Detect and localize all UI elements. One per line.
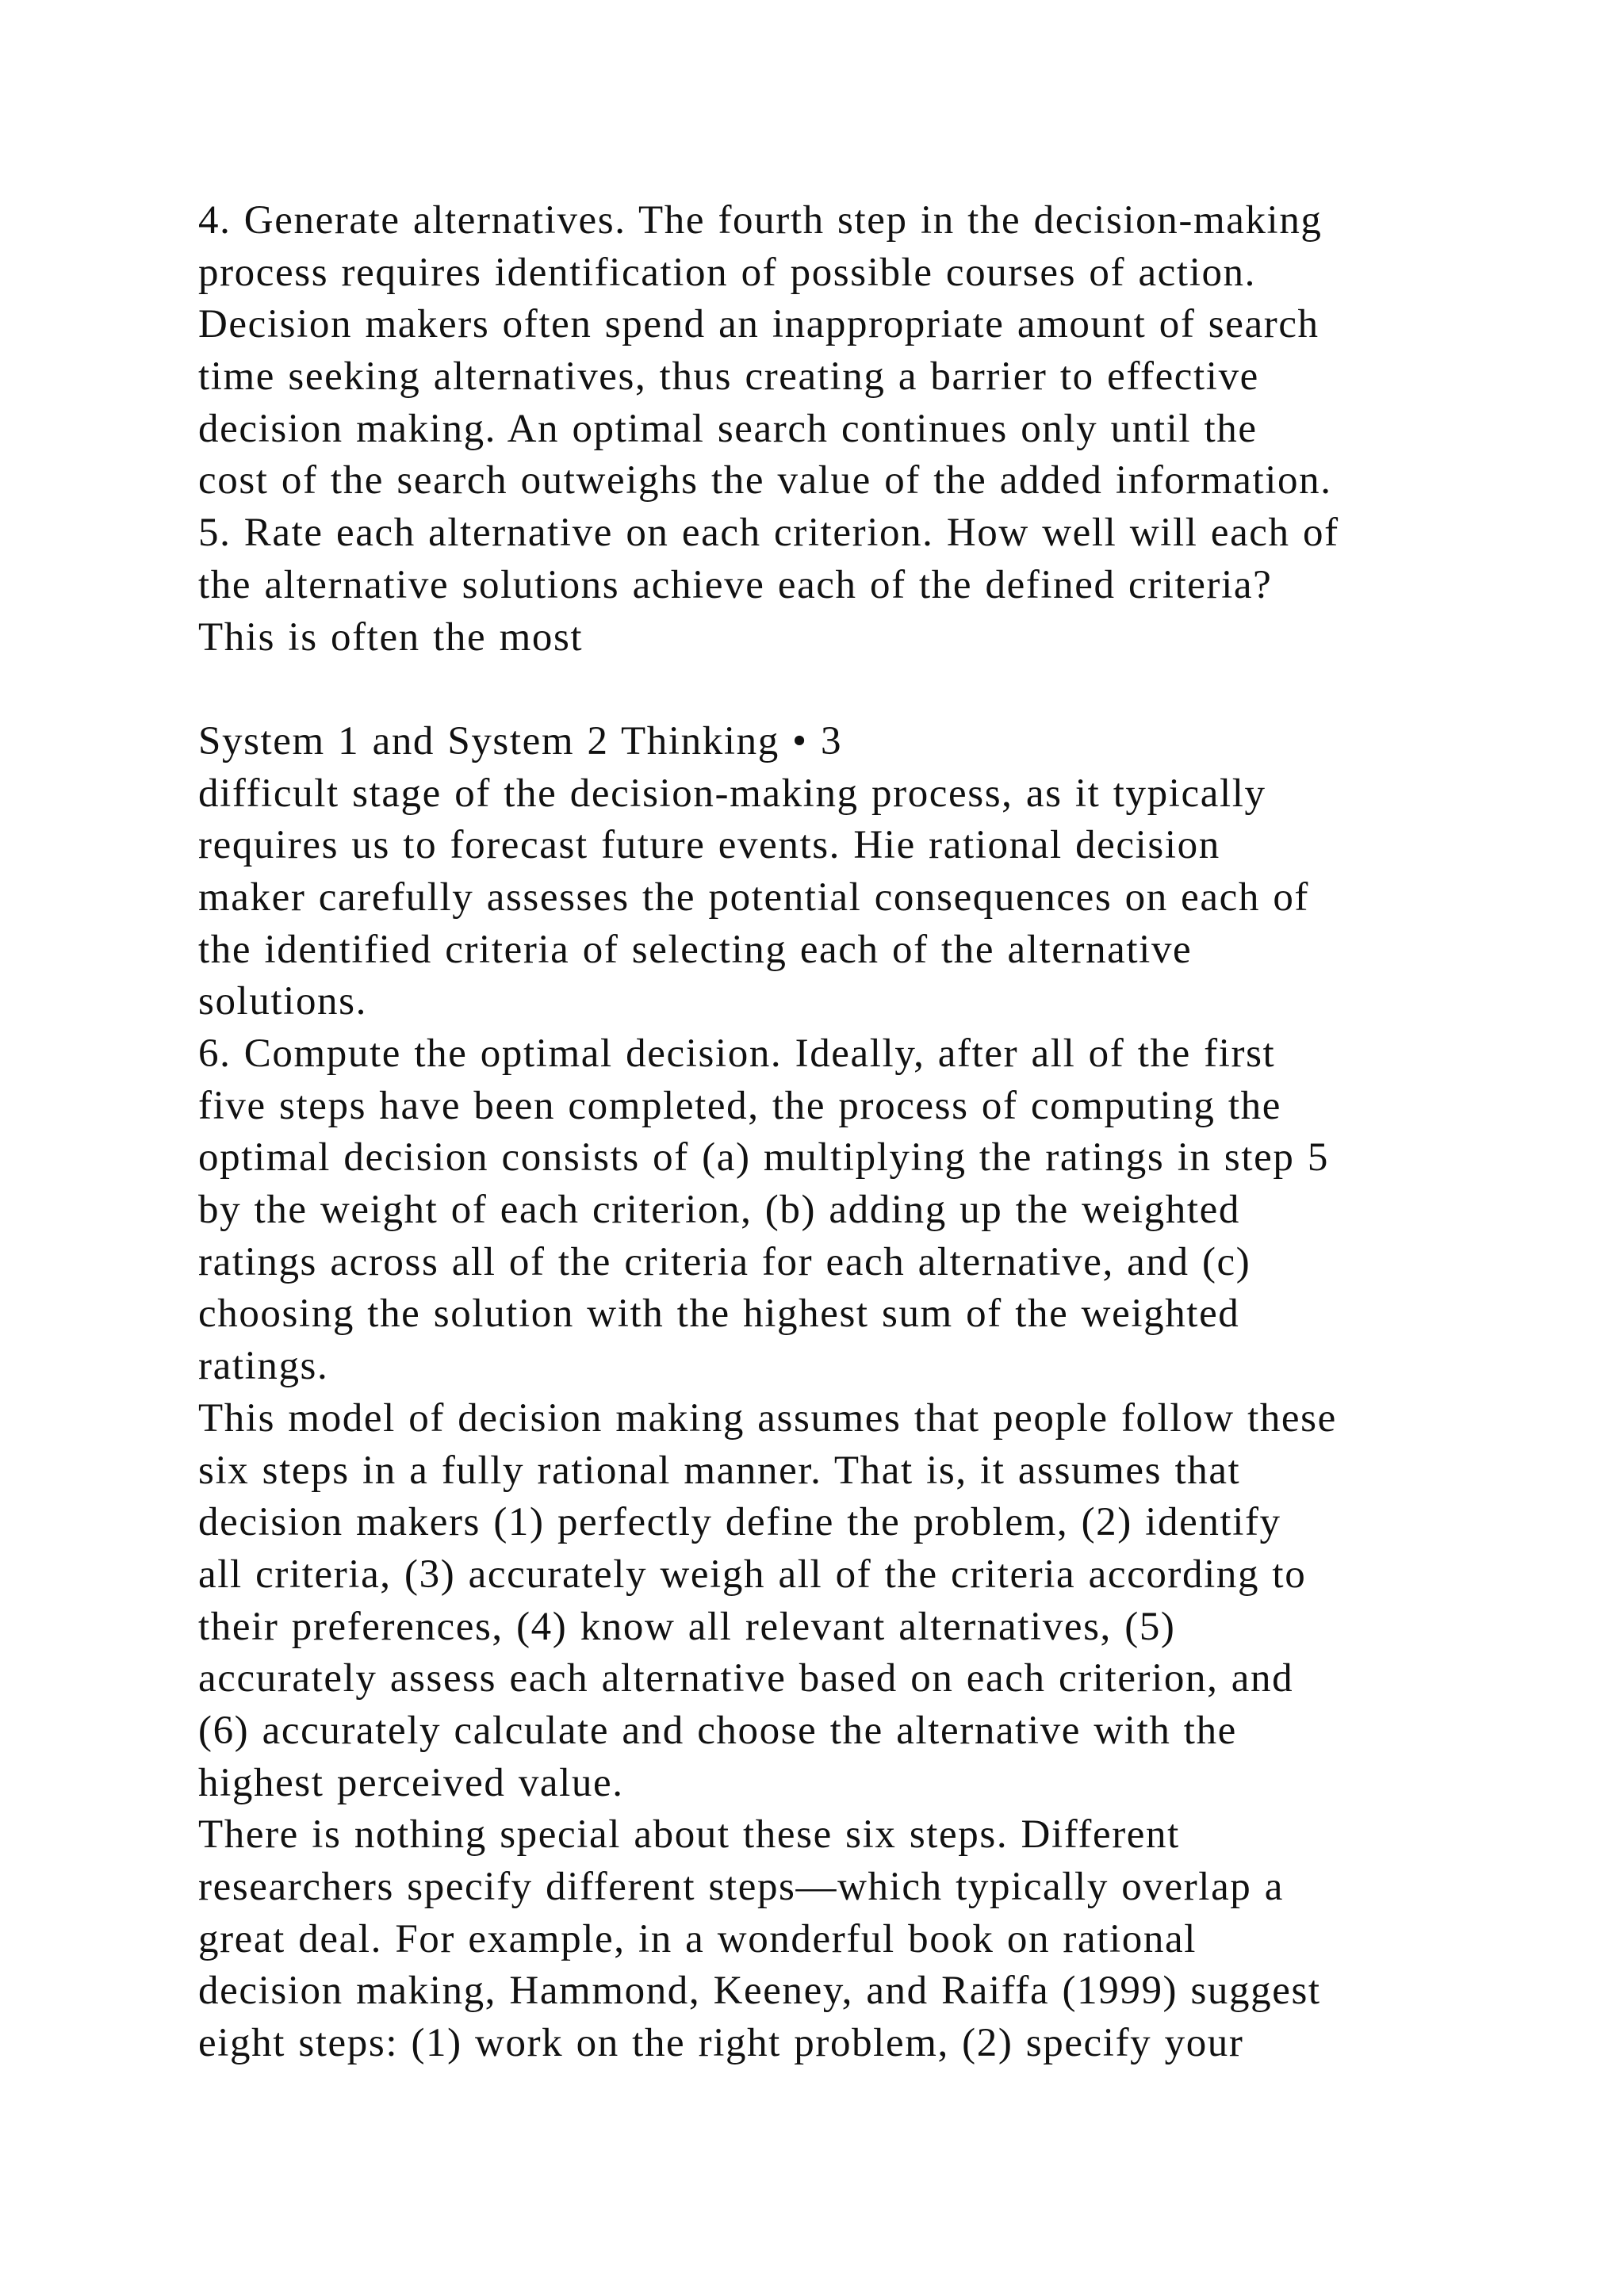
- text-line: process requires identification of possible courses of action.: [198, 250, 1257, 295]
- text-line: There is nothing special about these six steps. Different: [198, 1812, 1180, 1858]
- document-body: [198, 195, 1562, 2070]
- text-line: This model of decision making assumes that people follow these: [198, 1395, 1337, 1441]
- text-line: optimal decision consists of (a) multiplying the ratings in step 5: [198, 1135, 1329, 1181]
- text-line: great deal. For example, in a wonderful book on rational: [198, 1916, 1197, 1961]
- text-line: choosing the solution with the highest sum of the weighted: [198, 1292, 1240, 1337]
- text-line: decision making. An optimal search continues only until the: [198, 406, 1258, 451]
- text-line: time seeking alternatives, thus creating a barrier to effective: [198, 354, 1259, 400]
- text-line: ratings.: [198, 1344, 329, 1389]
- running-header: System 1 and System 2 Thinking • 3: [198, 718, 843, 763]
- text-line: accurately assess each alternative based on each criterion, and: [198, 1656, 1294, 1701]
- blank-line: [198, 664, 1562, 716]
- text-line: decision making, Hammond, Keeney, and Raiffa (1999) suggest: [198, 1969, 1321, 2014]
- text-line: five steps have been completed, the process of computing the: [198, 1083, 1281, 1128]
- text-line: This is often the most: [198, 614, 584, 660]
- text-line: cost of the search outweighs the value of the added information.: [198, 458, 1332, 503]
- text-line: decision makers (1) perfectly define the problem, (2) identify: [198, 1500, 1281, 1545]
- text-line: the alternative solutions achieve each of the defined criteria?: [198, 562, 1273, 607]
- text-line: requires us to forecast future events. Hie rational decision: [198, 823, 1220, 868]
- text-line: their preferences, (4) know all relevant alternatives, (5): [198, 1604, 1176, 1649]
- text-line: by the weight of each criterion, (b) adding up the weighted: [198, 1188, 1240, 1233]
- text-line: solutions.: [198, 979, 367, 1024]
- text-line: 6. Compute the optimal decision. Ideally, after all of the first: [198, 1031, 1276, 1076]
- text-line: (6) accurately calculate and choose the alternative with the: [198, 1708, 1237, 1753]
- text-line: 4. Generate alternatives. The fourth step in the decision-making: [198, 198, 1323, 243]
- text-line: eight steps: (1) work on the right problem, (2) specify your: [198, 2021, 1244, 2066]
- text-line: all criteria, (3) accurately weigh all of the criteria according to: [198, 1552, 1307, 1597]
- text-line: maker carefully assesses the potential consequences on each of: [198, 874, 1310, 920]
- text-line: 5. Rate each alternative on each criterion. How well will each of: [198, 511, 1339, 556]
- text-line: highest perceived value.: [198, 1760, 624, 1805]
- text-line: six steps in a fully rational manner. That is, it assumes that: [198, 1448, 1241, 1493]
- text-line: researchers specify different steps—which typically overlap a: [198, 1865, 1284, 1909]
- text-line: Decision makers often spend an inappropriate amount of search: [198, 302, 1320, 347]
- text-line: the identified criteria of selecting each of the alternative: [198, 927, 1193, 972]
- text-line: difficult stage of the decision-making process, as it typically: [198, 771, 1266, 816]
- text-line: ratings across all of the criteria for each alternative, and (c): [198, 1239, 1251, 1284]
